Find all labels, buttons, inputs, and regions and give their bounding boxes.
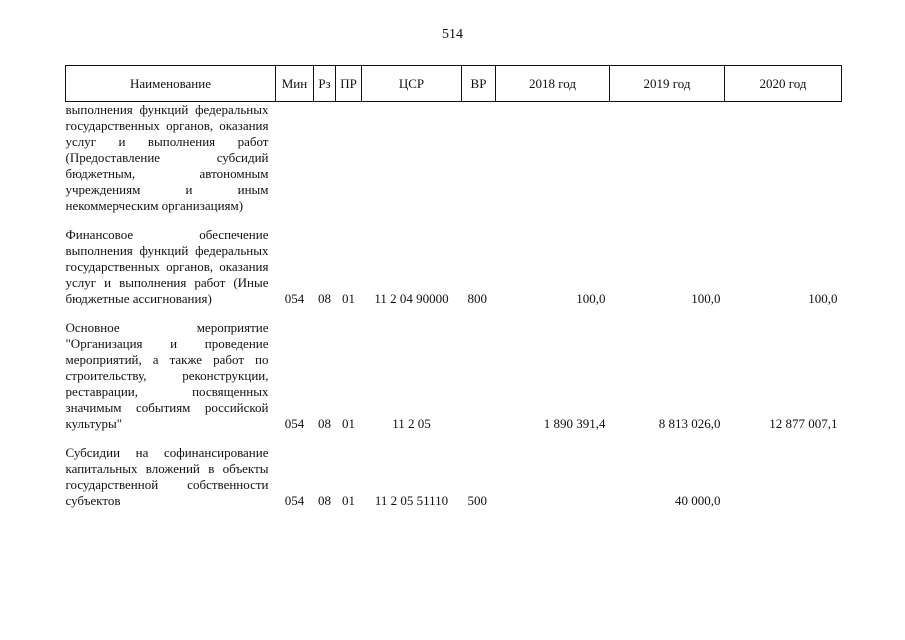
row-pr: 01 (342, 416, 355, 431)
row-min: 054 (284, 493, 305, 508)
header-name: Наименование (66, 66, 276, 102)
header-vr: ВР (462, 66, 496, 102)
row-name: Основное мероприятие "Организация и проведение мероприятий, а также работ по строительству, реконструкции, реставрации, посвященных значимым событиям российской культуры" (65, 320, 269, 431)
row-2020: 12 877 007,1 (769, 416, 838, 431)
table-row (66, 102, 842, 228)
row-2019 (610, 102, 725, 228)
header-min: Мин (276, 66, 314, 102)
row-2019: 40 000,0 (675, 493, 721, 508)
row-rz: 08 (318, 493, 331, 508)
table-row (66, 445, 842, 509)
row-name: Финансовое обеспечение выполнения функций федеральных государственных органов, оказания услуг и выполнения работ (Иные бюджетные ассигнования) (65, 227, 269, 306)
table-row (66, 227, 842, 320)
row-2018 (496, 102, 610, 228)
header-pr: ПР (336, 66, 362, 102)
row-pr (336, 102, 362, 228)
row-csr: 11 2 04 90000 (374, 291, 449, 306)
table-header (66, 66, 842, 102)
table-row (66, 320, 842, 445)
row-2018: 100,0 (576, 291, 606, 306)
row-csr (362, 102, 462, 228)
row-rz (314, 102, 336, 228)
row-2020 (725, 102, 842, 228)
row-vr (462, 102, 496, 228)
row-2020: 100,0 (808, 291, 838, 306)
row-rz: 08 (318, 291, 331, 306)
header-2019: 2019 год (610, 66, 725, 102)
row-2018 (496, 445, 610, 509)
row-pr: 01 (342, 291, 355, 306)
budget-table (65, 65, 842, 509)
row-csr: 11 2 05 (392, 416, 431, 431)
row-2018: 1 890 391,4 (543, 416, 606, 431)
row-name: выполнения функций федеральных государственных органов, оказания услуг и выполнения работ (Предоставление субсидий бюджетным, автономным учреждениям и иным некоммерческим организациям) (65, 102, 269, 213)
page-number: 514 (442, 27, 463, 42)
row-min: 054 (284, 416, 305, 431)
row-name: Субсидии на софинансирование капитальных вложений в объекты государственной собственности субъектов (65, 445, 269, 508)
row-vr: 800 (467, 291, 487, 306)
row-min: 054 (284, 291, 305, 306)
header-rz: Рз (314, 66, 336, 102)
row-2020 (725, 445, 842, 509)
header-2020: 2020 год (725, 66, 842, 102)
row-vr: 500 (467, 493, 487, 508)
header-csr: ЦСР (362, 66, 462, 102)
row-rz: 08 (318, 416, 331, 431)
row-2019: 8 813 026,0 (658, 416, 721, 431)
row-min (276, 102, 314, 228)
row-pr: 01 (342, 493, 355, 508)
row-csr: 11 2 05 51110 (374, 493, 449, 508)
row-2019: 100,0 (691, 291, 721, 306)
row-vr (462, 320, 496, 445)
header-2018: 2018 год (496, 66, 610, 102)
